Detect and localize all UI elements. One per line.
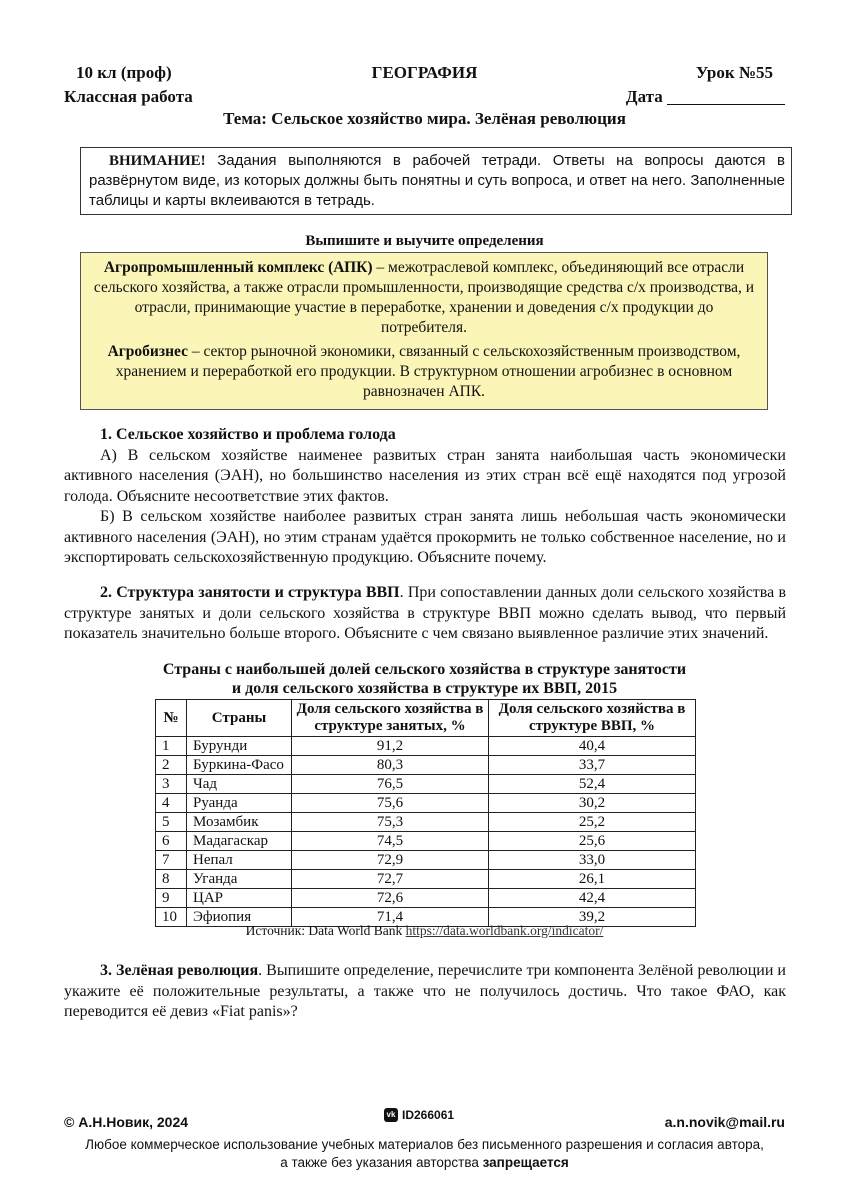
table-row [156, 870, 696, 889]
table-title [0, 660, 849, 698]
cell-employment: 76,5 [292, 775, 489, 794]
cell-country: Бурунди [187, 737, 292, 756]
date-label: Дата [625, 87, 663, 106]
definition-item [91, 258, 757, 338]
cell-employment: 72,7 [292, 870, 489, 889]
cell-country: ЦАР [187, 889, 292, 908]
definition-text: – межотраслевой комплекс, объединяющий все отрасли сельского хозяйства, а также отрасли промышленности, производящие средства с/х производства, и отрасли, принимающие участие в переработке, хранении и доведения с/х продукции до потребителя. [93, 259, 755, 336]
cell-number: 1 [156, 737, 187, 756]
copyright-note-line-2 [0, 1154, 849, 1172]
definitions-box [80, 252, 768, 410]
cell-country: Уганда [187, 870, 292, 889]
cell-gdp: 33,7 [489, 756, 696, 775]
cell-gdp: 30,2 [489, 794, 696, 813]
section-1-task-b: Б) В сельском хозяйстве наиболее развитых стран занята лишь небольшая часть экономически активного населения (ЭАН), но этим странам удаётся прокормить не только собственное население, но и экспортировать сельскохозяйственную продукцию. Объясните почему. [64, 508, 786, 566]
cell-employment: 72,6 [292, 889, 489, 908]
grade-label: 10 кл (проф) [76, 63, 172, 82]
definitions-title: Выпишите и выучите определения [305, 233, 544, 249]
section-3-text: . Выпишите определение, перечислите три компонента Зелёной революции и укажите её положительные результаты, а также что не получилось достичь. Что такое ФАО, как переводится её девиз «Fiat panis»? [64, 962, 786, 1020]
table-row [156, 889, 696, 908]
cell-gdp: 40,4 [489, 737, 696, 756]
copyright-note [0, 1136, 849, 1172]
copyright-note-line-1: Любое коммерческое использование учебных материалов без письменного разрешения и согласия автора, [85, 1137, 764, 1152]
table-title-line-2: и доля сельского хозяйства в структуре их ВВП, 2015 [231, 680, 618, 697]
table-row [156, 851, 696, 870]
cell-number: 10 [156, 908, 187, 927]
cell-gdp: 26,1 [489, 870, 696, 889]
work-type-label: Классная работа [64, 87, 193, 106]
vk-icon: vk [384, 1108, 398, 1122]
vk-id: ID266061 [402, 1108, 455, 1122]
cell-number: 8 [156, 870, 187, 889]
definition-term: Агробизнес [107, 343, 188, 360]
lesson-number: Урок №55 [695, 63, 773, 82]
cell-country: Чад [187, 775, 292, 794]
table-title-line-1: Страны с наибольшей долей сельского хозяйства в структуре занятости [162, 661, 687, 678]
definition-item [91, 342, 757, 402]
page-title: Тема: Сельское хозяйство мира. Зелёная революция [223, 109, 626, 128]
attention-text: Задания выполняются в рабочей тетради. Ответы на вопросы даются в развёрнутом виде, из которых должны быть понятны и суть вопроса, и ответ на него. Заполненные таблицы и карты вклеиваются в тетрадь. [89, 152, 785, 209]
cell-number: 5 [156, 813, 187, 832]
table-row [156, 813, 696, 832]
cell-country: Руанда [187, 794, 292, 813]
col-header-employment-share: Доля сельского хозяйства в структуре занятых, % [292, 700, 489, 737]
col-header-country: Страны [187, 700, 292, 737]
col-header-number: № [156, 700, 187, 737]
definition-text: – сектор рыночной экономики, связанный с сельскохозяйственным производством, хранением и переработкой его продукции. В структурном отношении агробизнес в основном равнозначен АПК. [115, 343, 741, 400]
section-1-title: 1. Сельское хозяйство и проблема голода [100, 426, 396, 443]
cell-employment: 80,3 [292, 756, 489, 775]
cell-employment: 75,6 [292, 794, 489, 813]
cell-gdp: 42,4 [489, 889, 696, 908]
col-header-gdp-share: Доля сельского хозяйства в структуре ВВП, % [489, 700, 696, 737]
cell-employment: 72,9 [292, 851, 489, 870]
cell-number: 3 [156, 775, 187, 794]
cell-country: Буркина-Фасо [187, 756, 292, 775]
cell-employment: 91,2 [292, 737, 489, 756]
footer-author: © А.Н.Новик, 2024 [64, 1114, 189, 1130]
cell-employment: 74,5 [292, 832, 489, 851]
header-row-2 [64, 87, 785, 109]
section-3 [64, 961, 786, 1023]
section-2 [64, 583, 786, 645]
attention-box [80, 147, 792, 215]
table-row [156, 737, 696, 756]
date-field [626, 87, 785, 107]
cell-number: 2 [156, 756, 187, 775]
cell-employment: 71,4 [292, 908, 489, 927]
definition-term: Агропромышленный комплекс (АПК) [103, 259, 373, 276]
cell-gdp: 39,2 [489, 908, 696, 927]
footer [64, 1108, 785, 1134]
cell-country: Мозамбик [187, 813, 292, 832]
section-1-task-a: А) В сельском хозяйстве наименее развитых стран занята наибольшая часть экономически активного населения (ЭАН), но большинство населения из этих стран всё ещё находятся под угрозой голода. Объясните несоответствие этих фактов. [64, 446, 786, 505]
cell-gdp: 33,0 [489, 851, 696, 870]
agriculture-table [155, 699, 696, 927]
cell-number: 6 [156, 832, 187, 851]
cell-country: Мадагаскар [187, 832, 292, 851]
table-row [156, 794, 696, 813]
section-3-title: 3. Зелёная революция [100, 962, 259, 979]
table-source [0, 923, 849, 939]
table-header-row [156, 700, 696, 737]
cell-gdp: 25,2 [489, 813, 696, 832]
table-row [156, 832, 696, 851]
section-1 [64, 425, 786, 569]
section-2-title: 2. Структура занятости и структура ВВП [100, 584, 400, 601]
table-row [156, 775, 696, 794]
footer-email[interactable]: a.n.novik@mail.ru [664, 1114, 785, 1130]
section-2-text: . При сопоставлении данных доли сельского хозяйства в структуре занятых и доли сельского хозяйства в структуре ВВП можно сделать вывод, что первый показатель значительно больше второго. Объясните с чем связано выявленное различие этих значений. [64, 584, 786, 642]
cell-country: Непал [187, 851, 292, 870]
header-row-1 [64, 63, 785, 85]
source-link[interactable]: https://data.worldbank.org/indicator/ [405, 923, 604, 938]
footer-vk[interactable] [384, 1108, 454, 1122]
cell-employment: 75,3 [292, 813, 489, 832]
subject-label: ГЕОГРАФИЯ [371, 63, 478, 82]
cell-number: 7 [156, 851, 187, 870]
attention-label: ВНИМАНИЕ! [109, 153, 206, 169]
cell-gdp: 52,4 [489, 775, 696, 794]
cell-number: 9 [156, 889, 187, 908]
source-label: Источник: Data World Bank [245, 923, 406, 938]
copyright-note-bold: запрещается [482, 1155, 569, 1170]
cell-gdp: 25,6 [489, 832, 696, 851]
cell-number: 4 [156, 794, 187, 813]
date-blank-line [667, 88, 785, 105]
table-row [156, 756, 696, 775]
cell-country: Эфиопия [187, 908, 292, 927]
copyright-note-prefix: а также без указания авторства [280, 1155, 483, 1170]
